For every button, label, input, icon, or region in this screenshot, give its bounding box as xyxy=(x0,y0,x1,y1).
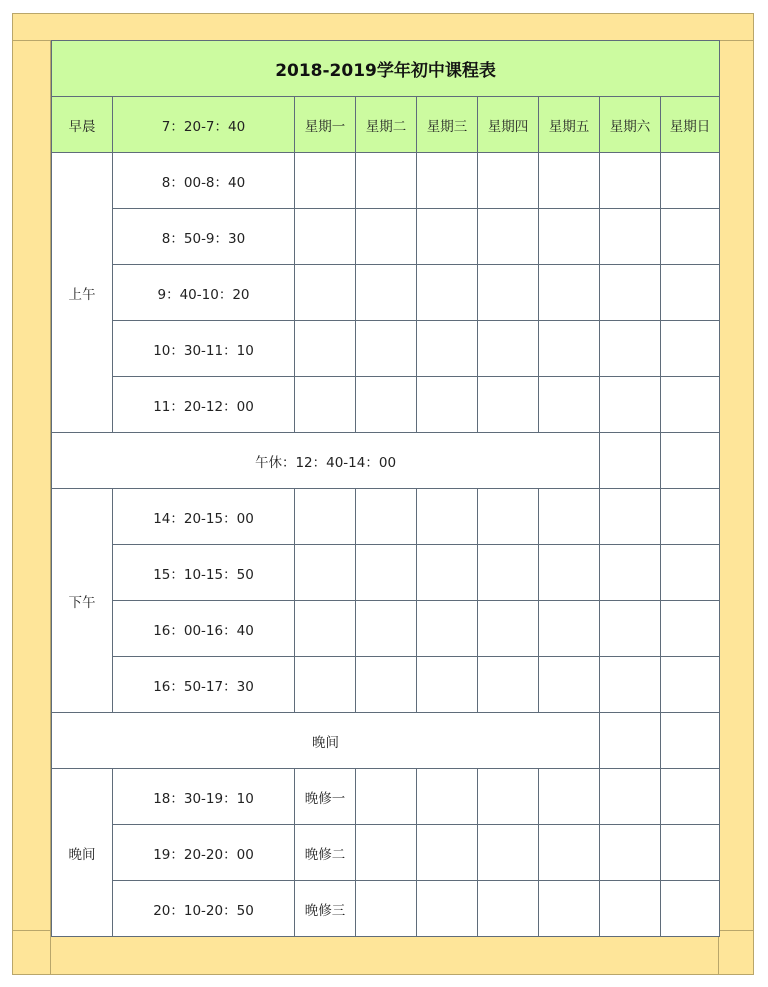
lesson-cell[interactable] xyxy=(478,601,539,657)
lesson-cell[interactable] xyxy=(356,321,417,377)
lesson-cell[interactable] xyxy=(356,601,417,657)
time-slot: 10：30-11：10 xyxy=(113,321,295,377)
lesson-cell[interactable] xyxy=(539,489,600,545)
time-slot: 9：40-10：20 xyxy=(113,265,295,321)
schedule-table xyxy=(51,40,720,937)
lesson-cell[interactable] xyxy=(356,209,417,265)
lesson-cell[interactable] xyxy=(600,433,661,489)
day-header: 星期六 xyxy=(600,97,661,153)
lesson-cell[interactable] xyxy=(539,657,600,713)
table-row xyxy=(52,545,720,601)
lesson-cell[interactable] xyxy=(356,545,417,601)
afternoon-label: 下午 xyxy=(52,489,113,713)
lesson-cell[interactable] xyxy=(295,153,356,209)
lesson-cell[interactable] xyxy=(295,265,356,321)
time-slot: 14：20-15：00 xyxy=(113,489,295,545)
header-row xyxy=(52,97,720,153)
lesson-cell[interactable] xyxy=(478,321,539,377)
table-row xyxy=(52,489,720,545)
lesson-cell[interactable] xyxy=(539,321,600,377)
lesson-cell[interactable] xyxy=(417,209,478,265)
lesson-cell[interactable] xyxy=(661,209,720,265)
lesson-cell[interactable] xyxy=(356,881,417,937)
lesson-cell[interactable] xyxy=(417,657,478,713)
lesson-cell[interactable] xyxy=(417,769,478,825)
lesson-cell[interactable] xyxy=(539,153,600,209)
lesson-cell[interactable] xyxy=(295,545,356,601)
time-slot: 16：50-17：30 xyxy=(113,657,295,713)
time-slot: 18：30-19：10 xyxy=(113,769,295,825)
lesson-cell[interactable] xyxy=(478,657,539,713)
noon-break-row xyxy=(52,433,720,489)
table-row xyxy=(52,881,720,937)
lesson-cell[interactable] xyxy=(417,489,478,545)
lesson-cell[interactable] xyxy=(661,433,720,489)
lesson-cell[interactable] xyxy=(478,265,539,321)
table-row xyxy=(52,265,720,321)
table-row xyxy=(52,657,720,713)
lesson-cell[interactable] xyxy=(661,713,720,769)
table-row xyxy=(52,209,720,265)
lesson-cell[interactable] xyxy=(295,209,356,265)
time-slot: 8：00-8：40 xyxy=(113,153,295,209)
day-header: 星期三 xyxy=(417,97,478,153)
table-row xyxy=(52,769,720,825)
lesson-cell[interactable] xyxy=(478,881,539,937)
evening-session: 晚修一 xyxy=(295,769,356,825)
lesson-cell[interactable] xyxy=(295,657,356,713)
lesson-cell[interactable] xyxy=(661,265,720,321)
lesson-cell[interactable] xyxy=(661,321,720,377)
early-morning-label: 早晨 xyxy=(52,97,113,153)
lesson-cell[interactable] xyxy=(417,545,478,601)
time-slot: 19：20-20：00 xyxy=(113,825,295,881)
lesson-cell[interactable] xyxy=(417,881,478,937)
lesson-cell[interactable] xyxy=(295,601,356,657)
lesson-cell[interactable] xyxy=(356,265,417,321)
time-slot: 8：50-9：30 xyxy=(113,209,295,265)
lesson-cell[interactable] xyxy=(478,153,539,209)
lesson-cell[interactable] xyxy=(478,545,539,601)
lesson-cell[interactable] xyxy=(600,545,661,601)
time-slot: 20：10-20：50 xyxy=(113,881,295,937)
lesson-cell[interactable] xyxy=(478,489,539,545)
evening-label: 晚间 xyxy=(52,769,113,937)
noon-break-label: 午休：12：40-14：00 xyxy=(52,433,600,489)
lesson-cell[interactable] xyxy=(661,377,720,433)
lesson-cell[interactable] xyxy=(600,769,661,825)
lesson-cell[interactable] xyxy=(539,825,600,881)
lesson-cell[interactable] xyxy=(600,881,661,937)
lesson-cell[interactable] xyxy=(539,265,600,321)
day-header: 星期日 xyxy=(661,97,720,153)
lesson-cell[interactable] xyxy=(417,825,478,881)
day-header: 星期二 xyxy=(356,97,417,153)
lesson-cell[interactable] xyxy=(417,601,478,657)
lesson-cell[interactable] xyxy=(417,153,478,209)
title-row xyxy=(52,41,720,97)
lesson-cell[interactable] xyxy=(356,377,417,433)
lesson-cell[interactable] xyxy=(356,657,417,713)
lesson-cell[interactable] xyxy=(539,769,600,825)
lesson-cell[interactable] xyxy=(661,489,720,545)
day-header: 星期五 xyxy=(539,97,600,153)
time-slot: 16：00-16：40 xyxy=(113,601,295,657)
lesson-cell[interactable] xyxy=(295,489,356,545)
lesson-cell[interactable] xyxy=(478,377,539,433)
evening-band-label: 晚间 xyxy=(52,713,600,769)
time-slot: 11：20-12：00 xyxy=(113,377,295,433)
table-row xyxy=(52,377,720,433)
lesson-cell[interactable] xyxy=(417,377,478,433)
lesson-cell[interactable] xyxy=(478,209,539,265)
lesson-cell[interactable] xyxy=(356,769,417,825)
lesson-cell[interactable] xyxy=(600,209,661,265)
lesson-cell[interactable] xyxy=(600,489,661,545)
lesson-cell[interactable] xyxy=(478,769,539,825)
lesson-cell[interactable] xyxy=(539,601,600,657)
lesson-cell[interactable] xyxy=(356,489,417,545)
lesson-cell[interactable] xyxy=(600,321,661,377)
lesson-cell[interactable] xyxy=(539,545,600,601)
table-row xyxy=(52,601,720,657)
lesson-cell[interactable] xyxy=(295,321,356,377)
lesson-cell[interactable] xyxy=(600,825,661,881)
lesson-cell[interactable] xyxy=(600,657,661,713)
lesson-cell[interactable] xyxy=(600,153,661,209)
time-slot: 15：10-15：50 xyxy=(113,545,295,601)
lesson-cell[interactable] xyxy=(661,545,720,601)
lesson-cell[interactable] xyxy=(417,265,478,321)
lesson-cell[interactable] xyxy=(600,713,661,769)
lesson-cell[interactable] xyxy=(661,153,720,209)
lesson-cell[interactable] xyxy=(539,377,600,433)
table-row xyxy=(52,153,720,209)
table-row xyxy=(52,321,720,377)
evening-session: 晚修二 xyxy=(295,825,356,881)
morning-label: 上午 xyxy=(52,153,113,433)
lesson-cell[interactable] xyxy=(661,657,720,713)
lesson-cell[interactable] xyxy=(356,825,417,881)
day-header: 星期四 xyxy=(478,97,539,153)
lesson-cell[interactable] xyxy=(356,153,417,209)
lesson-cell[interactable] xyxy=(417,321,478,377)
lesson-cell[interactable] xyxy=(478,825,539,881)
evening-band-row xyxy=(52,713,720,769)
lesson-cell[interactable] xyxy=(661,601,720,657)
early-morning-time: 7：20-7：40 xyxy=(113,97,295,153)
lesson-cell[interactable] xyxy=(600,377,661,433)
evening-session: 晚修三 xyxy=(295,881,356,937)
lesson-cell[interactable] xyxy=(661,769,720,825)
lesson-cell[interactable] xyxy=(600,265,661,321)
day-header: 星期一 xyxy=(295,97,356,153)
lesson-cell[interactable] xyxy=(539,881,600,937)
lesson-cell[interactable] xyxy=(600,601,661,657)
table-row xyxy=(52,825,720,881)
lesson-cell[interactable] xyxy=(295,377,356,433)
schedule-title: 2018-2019学年初中课程表 xyxy=(52,41,720,97)
lesson-cell[interactable] xyxy=(539,209,600,265)
lesson-cell[interactable] xyxy=(661,881,720,937)
lesson-cell[interactable] xyxy=(661,825,720,881)
